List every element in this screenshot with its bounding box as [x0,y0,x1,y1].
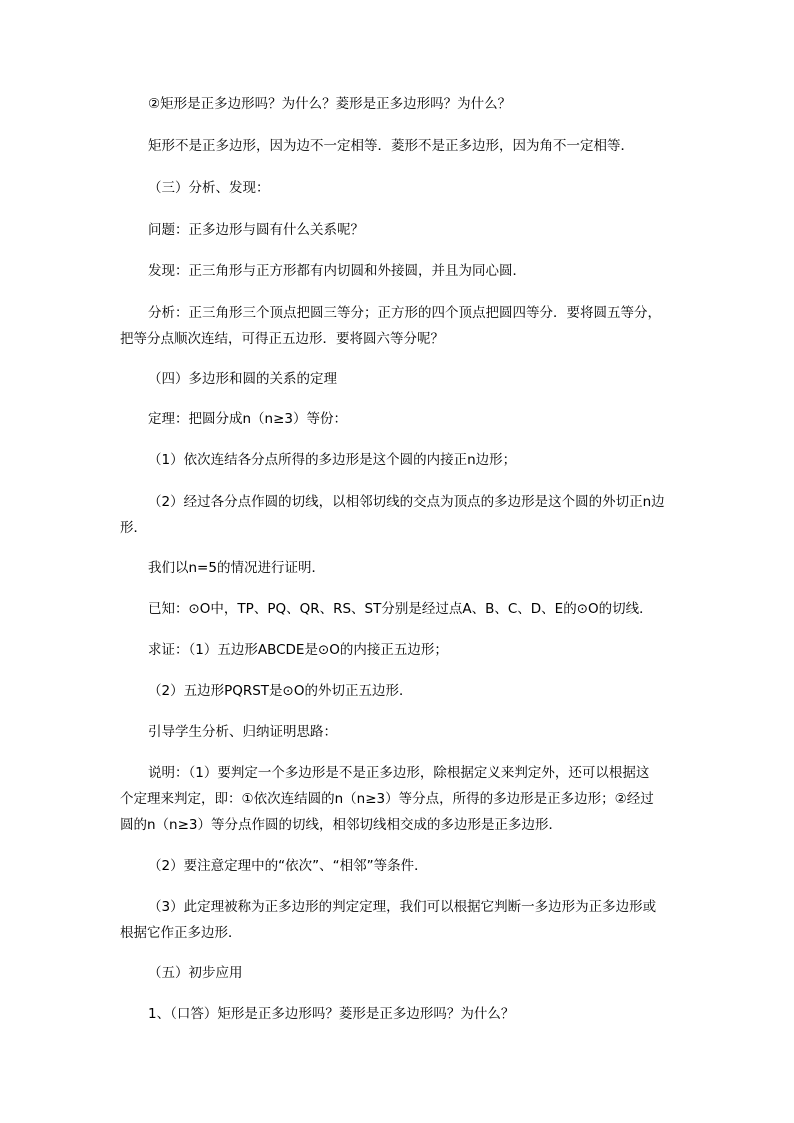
given-line: 已知：⊙O中，TP、PQ、QR、RS、ST分别是经过点A、B、C、D、E的⊙O的切线． [148,601,653,617]
section-heading-3: （三）分析、发现： [148,180,270,196]
text-line-1: ②矩形是正多边形吗？为什么？菱形是正多边形吗？为什么？ [148,96,512,112]
note-item-3: （3）此定理被称为正多边形的判定定理，我们可以根据它判断一多边形为正多边形或 [148,899,657,915]
note-line-2: 个定理来判定，即：①依次连结圆的n（n≥3）等分点，所得的多边形是正多边形；②经过 [120,791,654,807]
prove-line-1: 求证：（1）五边形ABCDE是⊙O的内接正五边形； [148,642,448,658]
text-line-6: 分析：正三角形三个顶点把圆三等分；正方形的四个顶点把圆四等分．要将圆五等分， [148,305,661,321]
text-line-4: 问题：正多边形与圆有什么关系呢？ [148,222,364,238]
guide-line: 引导学生分析、归纳证明思路： [148,724,337,740]
exercise-1: 1、（口答）矩形是正多边形吗？菱形是正多边形吗？为什么？ [148,1006,515,1022]
note-line-3: 圆的n（n≥3）等分点作圆的切线，相邻切线相交成的多边形是正多边形． [120,817,563,833]
theorem-statement: 定理：把圆分成n（n≥3）等份： [148,411,348,427]
section-heading-5: （五）初步应用 [148,965,243,981]
text-line-2: 矩形不是正多边形，因为边不一定相等．菱形不是正多边形，因为角不一定相等． [148,138,634,154]
text-line-5: 发现：正三角形与正方形都有内切圆和外接圆，并且为同心圆． [148,263,526,279]
theorem-item-2-cont: 形． [120,520,147,536]
proof-intro: 我们以n=5的情况进行证明． [148,560,325,576]
note-item-2: （2）要注意定理中的“依次”、“相邻”等条件． [148,858,428,874]
prove-line-2: （2）五边形PQRST是⊙O的外切正五边形． [148,683,413,699]
note-item-3-cont: 根据它作正多边形． [120,925,242,941]
section-heading-4: （四）多边形和圆的关系的定理 [148,371,337,387]
theorem-item-2: （2）经过各分点作圆的切线，以相邻切线的交点为顶点的多边形是这个圆的外切正n边 [148,494,665,510]
text-line-7: 把等分点顺次连结，可得正五边形．要将圆六等分呢？ [120,331,444,347]
note-line-1: 说明：（1）要判定一个多边形是不是正多边形，除根据定义来判定外，还可以根据这 [148,765,650,781]
theorem-item-1: （1）依次连结各分点所得的多边形是这个圆的内接正n边形； [148,452,517,468]
